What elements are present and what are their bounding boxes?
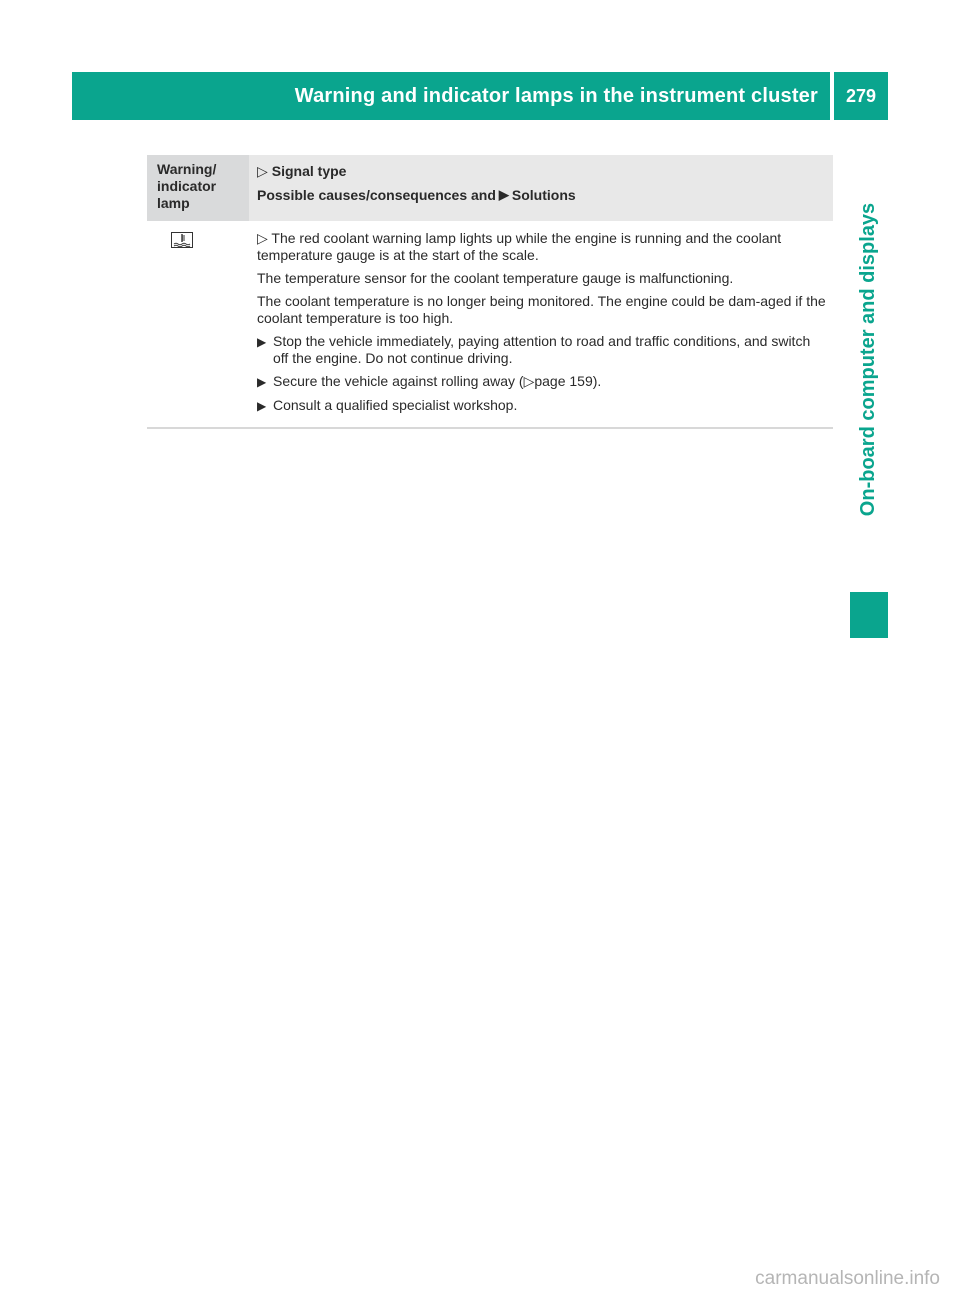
action-text: Stop the vehicle immediately, paying attention to road and traffic conditions, and switch off the engine. Do not continue driving.	[273, 333, 811, 366]
section-title: Warning and indicator lamps in the instrument cluster	[294, 84, 818, 107]
page-ref-arrow-icon: ▷	[523, 373, 535, 389]
page-number: 279	[845, 85, 877, 106]
lamp-column-header	[147, 155, 249, 221]
action-arrow-icon: ▶	[257, 335, 267, 349]
signal-type-heading	[257, 161, 817, 181]
table-row	[147, 226, 833, 426]
action-arrow-icon: ▶	[257, 375, 267, 389]
action-item	[257, 333, 827, 367]
table-bottom-divider	[147, 427, 833, 429]
solutions-label: Solutions	[511, 187, 576, 203]
consequence-text: The coolant temperature is no longer being monitored. The engine could be dam-aged if the coolant temperature is too high.	[257, 293, 826, 326]
row-description	[257, 230, 827, 421]
signal-arrow-icon: ▷	[257, 162, 268, 179]
section-header	[72, 72, 830, 120]
footer-watermark: carmanualsonline.info	[755, 1268, 940, 1289]
cause-text: The temperature sensor for the coolant temperature gauge is malfunctioning.	[257, 270, 734, 286]
page-number-box	[834, 72, 888, 120]
lamp-header-line: Warning/	[157, 161, 217, 177]
action-item	[257, 373, 827, 391]
lamp-header-line: lamp	[157, 195, 190, 211]
action-text: Consult a qualified specialist workshop.	[273, 397, 518, 413]
signal-description	[257, 230, 827, 264]
action-text: Secure the vehicle against rolling away (	[273, 373, 524, 389]
action-text-with-ref	[273, 373, 827, 391]
causes-label: Possible causes/consequences and	[257, 187, 496, 203]
table-header	[147, 155, 833, 221]
causes-heading	[257, 185, 817, 205]
chapter-marker	[850, 592, 888, 638]
lamp-header-line: indicator	[157, 178, 217, 194]
chapter-label: On-board computer and displays	[857, 202, 880, 516]
action-arrow-icon: ▶	[257, 399, 267, 413]
signal-text: The red coolant warning lamp lights up while the engine is running and the coolant temperature gauge is at the start of the scale.	[257, 230, 782, 263]
coolant-temperature-icon	[171, 232, 193, 248]
description-column-header	[257, 161, 817, 205]
page-reference-link[interactable]: page 159).	[534, 373, 602, 389]
action-arrow-icon: ▶	[498, 187, 509, 202]
chapter-side-tab	[850, 128, 888, 590]
signal-arrow-icon: ▷	[257, 230, 268, 246]
signal-type-label: Signal type	[271, 163, 347, 179]
action-item	[257, 397, 827, 415]
